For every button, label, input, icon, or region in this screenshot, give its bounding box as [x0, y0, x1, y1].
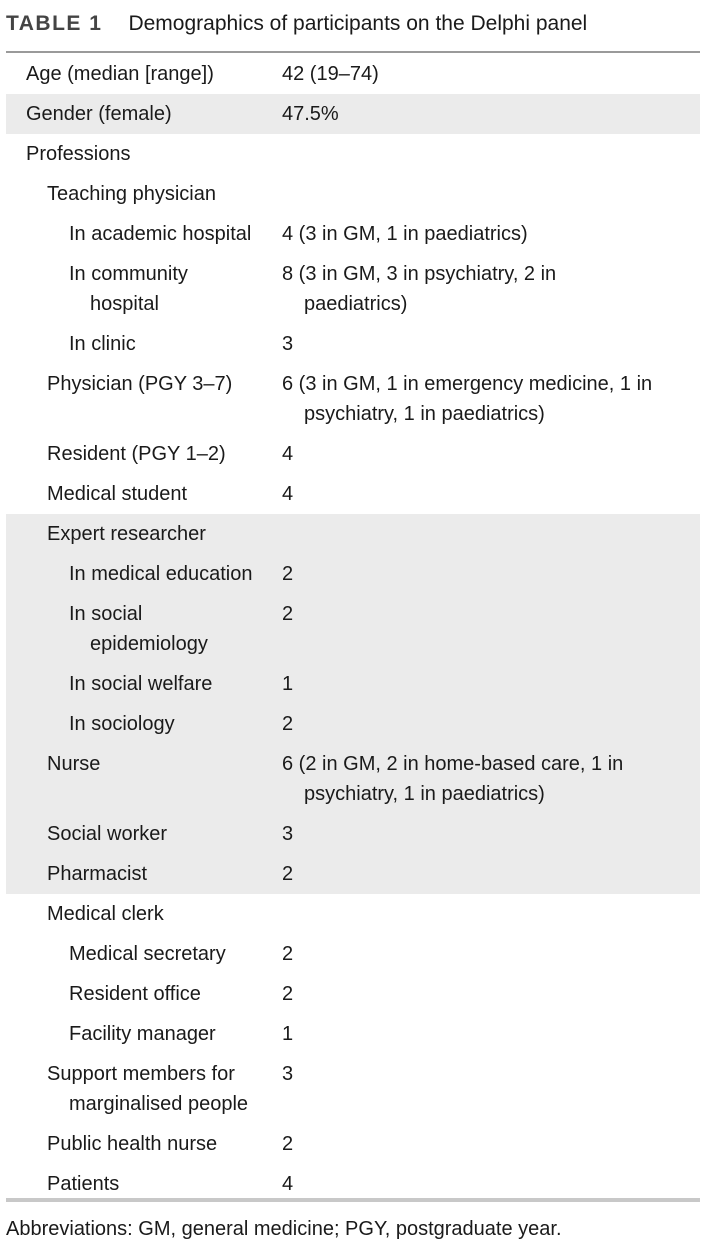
row-label: Facility manager [69, 1023, 216, 1045]
table-row [6, 174, 700, 214]
row-value: 2 [282, 983, 294, 1005]
row-value: 4 [282, 1173, 294, 1195]
row-label: Medical student [47, 483, 188, 505]
row-label: In academic hospital [69, 223, 252, 245]
table-row [6, 704, 700, 744]
row-value: 2 [282, 943, 294, 965]
row-label: Medical secretary [69, 943, 226, 965]
row-value: 4 (3 in GM, 1 in paediatrics) [282, 223, 528, 245]
row-value: 3 [282, 333, 294, 355]
row-value: 2 [282, 713, 294, 735]
row-value: 2 [282, 563, 294, 585]
row-label: In clinic [69, 333, 136, 355]
row-value: 3 [282, 823, 294, 845]
row-label: Teaching physician [47, 183, 216, 205]
row-label: Medical clerk [47, 903, 164, 925]
table-row [6, 744, 700, 814]
row-label: In social epidemiology [69, 603, 208, 655]
row-value: 2 [282, 1133, 294, 1155]
row-label: In sociology [69, 713, 175, 735]
table-row [6, 53, 700, 94]
table-row [6, 514, 700, 554]
row-label: Resident office [69, 983, 201, 1005]
row-label: Social worker [47, 823, 168, 845]
row-label: In social welfare [69, 673, 213, 695]
row-value: 8 (3 in GM, 3 in psychiatry, 2 in paediatrics) [282, 263, 557, 315]
table-row [6, 554, 700, 594]
row-label: In community hospital [69, 263, 188, 315]
table-row [6, 254, 700, 324]
table-row [6, 664, 700, 704]
row-value: 1 [282, 1023, 294, 1045]
row-label: Support members for marginalised people [47, 1063, 249, 1115]
table-row [6, 1054, 700, 1124]
table-row [6, 894, 700, 934]
table-row [6, 134, 700, 174]
table-row [6, 474, 700, 514]
row-value: 6 (3 in GM, 1 in emergency medicine, 1 in psychiatry, 1 in paediatrics) [282, 373, 653, 425]
table-row [6, 974, 700, 1014]
row-label: Public health nurse [47, 1133, 218, 1155]
demographics-table [6, 53, 700, 1204]
row-value: 42 (19–74) [282, 63, 379, 85]
row-value: 2 [282, 863, 294, 885]
row-label: Professions [26, 143, 131, 165]
row-label: Patients [47, 1173, 120, 1195]
row-value: 4 [282, 443, 294, 465]
table-row [6, 594, 700, 664]
table-row [6, 94, 700, 134]
row-label: Pharmacist [47, 863, 148, 885]
row-label: Nurse [47, 753, 101, 775]
table-row [6, 1124, 700, 1164]
row-label: Resident (PGY 1–2) [47, 443, 226, 465]
bottom-rule [6, 1198, 700, 1202]
row-value: 3 [282, 1063, 294, 1085]
row-label: Age (median [range]) [26, 63, 214, 85]
table-row [6, 214, 700, 254]
table-row [6, 934, 700, 974]
table-row [6, 364, 700, 434]
row-value: 6 (2 in GM, 2 in home-based care, 1 in psychiatry, 1 in paediatrics) [282, 753, 624, 805]
row-label: Gender (female) [26, 103, 172, 125]
table-row [6, 854, 700, 894]
row-value: 47.5% [282, 103, 339, 125]
table-caption [6, 9, 587, 39]
table-row [6, 814, 700, 854]
table-row [6, 434, 700, 474]
row-label: Expert researcher [47, 523, 206, 545]
row-value: 4 [282, 483, 294, 505]
table-row [6, 324, 700, 364]
table-title: Demographics of participants on the Delphi panel [128, 12, 588, 35]
table-footnote: Abbreviations: GM, general medicine; PGY, postgraduate year. [6, 1218, 562, 1240]
row-value: 1 [282, 673, 294, 695]
row-label: In medical education [69, 563, 253, 585]
table-label: TABLE 1 [6, 12, 103, 35]
row-value: 2 [282, 603, 294, 625]
table-row [6, 1014, 700, 1054]
row-label: Physician (PGY 3–7) [47, 373, 233, 395]
